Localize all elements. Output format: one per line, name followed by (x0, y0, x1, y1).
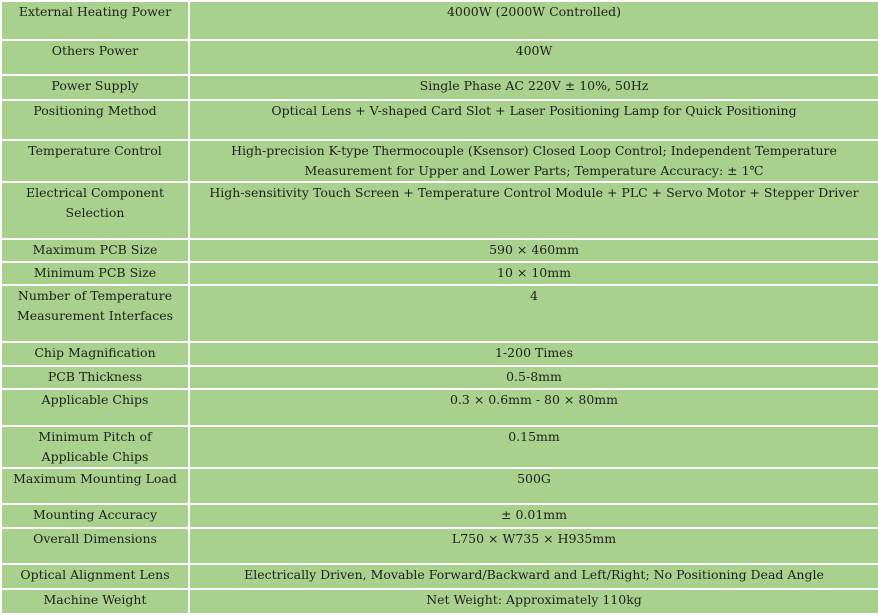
table-row (1, 468, 878, 504)
spec-label: Temperature Control (1, 140, 189, 182)
table-row (1, 426, 878, 468)
table-row (1, 389, 878, 426)
spec-value: 1-200 Times (189, 342, 878, 366)
spec-label: Others Power (1, 40, 189, 75)
spec-label: Chip Magnification (1, 342, 189, 366)
spec-value: 590 × 460mm (189, 239, 878, 262)
table-row (1, 504, 878, 528)
spec-value: 4 (189, 285, 878, 342)
spec-label: Mounting Accuracy (1, 504, 189, 528)
spec-label: Overall Dimensions (1, 528, 189, 564)
spec-value: Single Phase AC 220V ± 10%, 50Hz (189, 75, 878, 100)
spec-value: L750 × W735 × H935mm (189, 528, 878, 564)
spec-label: Number of Temperature Measurement Interfaces (1, 285, 189, 342)
table-row (1, 564, 878, 589)
spec-label: Positioning Method (1, 100, 189, 140)
spec-value: 0.5-8mm (189, 366, 878, 389)
table-row (1, 528, 878, 564)
spec-value: Electrically Driven, Movable Forward/Backward and Left/Right; No Positioning Dead Angle (189, 564, 878, 589)
spec-label: Minimum Pitch of Applicable Chips (1, 426, 189, 468)
spec-value: 4000W (2000W Controlled) (189, 1, 878, 40)
spec-label: Maximum Mounting Load (1, 468, 189, 504)
spec-value: High-precision K-type Thermocouple (Ksensor) Closed Loop Control; Independent Temperature Measurement for Upper and Lower Parts; Temperature Accuracy: ± 1℃ (189, 140, 878, 182)
spec-value: 500G (189, 468, 878, 504)
spec-value: 10 × 10mm (189, 262, 878, 285)
table-row (1, 1, 878, 40)
table-row (1, 182, 878, 239)
spec-label: Optical Alignment Lens (1, 564, 189, 589)
spec-label: Electrical Component Selection (1, 182, 189, 239)
table-row (1, 140, 878, 182)
spec-label: PCB Thickness (1, 366, 189, 389)
spec-value: 0.3 × 0.6mm - 80 × 80mm (189, 389, 878, 426)
spec-label: Machine Weight (1, 589, 189, 614)
table-row (1, 75, 878, 100)
table-row (1, 285, 878, 342)
spec-label: Maximum PCB Size (1, 239, 189, 262)
spec-value: ± 0.01mm (189, 504, 878, 528)
table-row (1, 40, 878, 75)
spec-value: Optical Lens + V-shaped Card Slot + Laser Positioning Lamp for Quick Positioning (189, 100, 878, 140)
spec-value: Net Weight: Approximately 110kg (189, 589, 878, 614)
table-row (1, 262, 878, 285)
spec-value: 0.15mm (189, 426, 878, 468)
table-row (1, 342, 878, 366)
table-row (1, 100, 878, 140)
spec-label: Power Supply (1, 75, 189, 100)
spec-label: Applicable Chips (1, 389, 189, 426)
table-row (1, 239, 878, 262)
table-row (1, 366, 878, 389)
spec-value: 400W (189, 40, 878, 75)
spec-label: External Heating Power (1, 1, 189, 40)
spec-value: High-sensitivity Touch Screen + Temperature Control Module + PLC + Servo Motor + Stepper Driver (189, 182, 878, 239)
spec-label: Minimum PCB Size (1, 262, 189, 285)
table-row (1, 589, 878, 614)
